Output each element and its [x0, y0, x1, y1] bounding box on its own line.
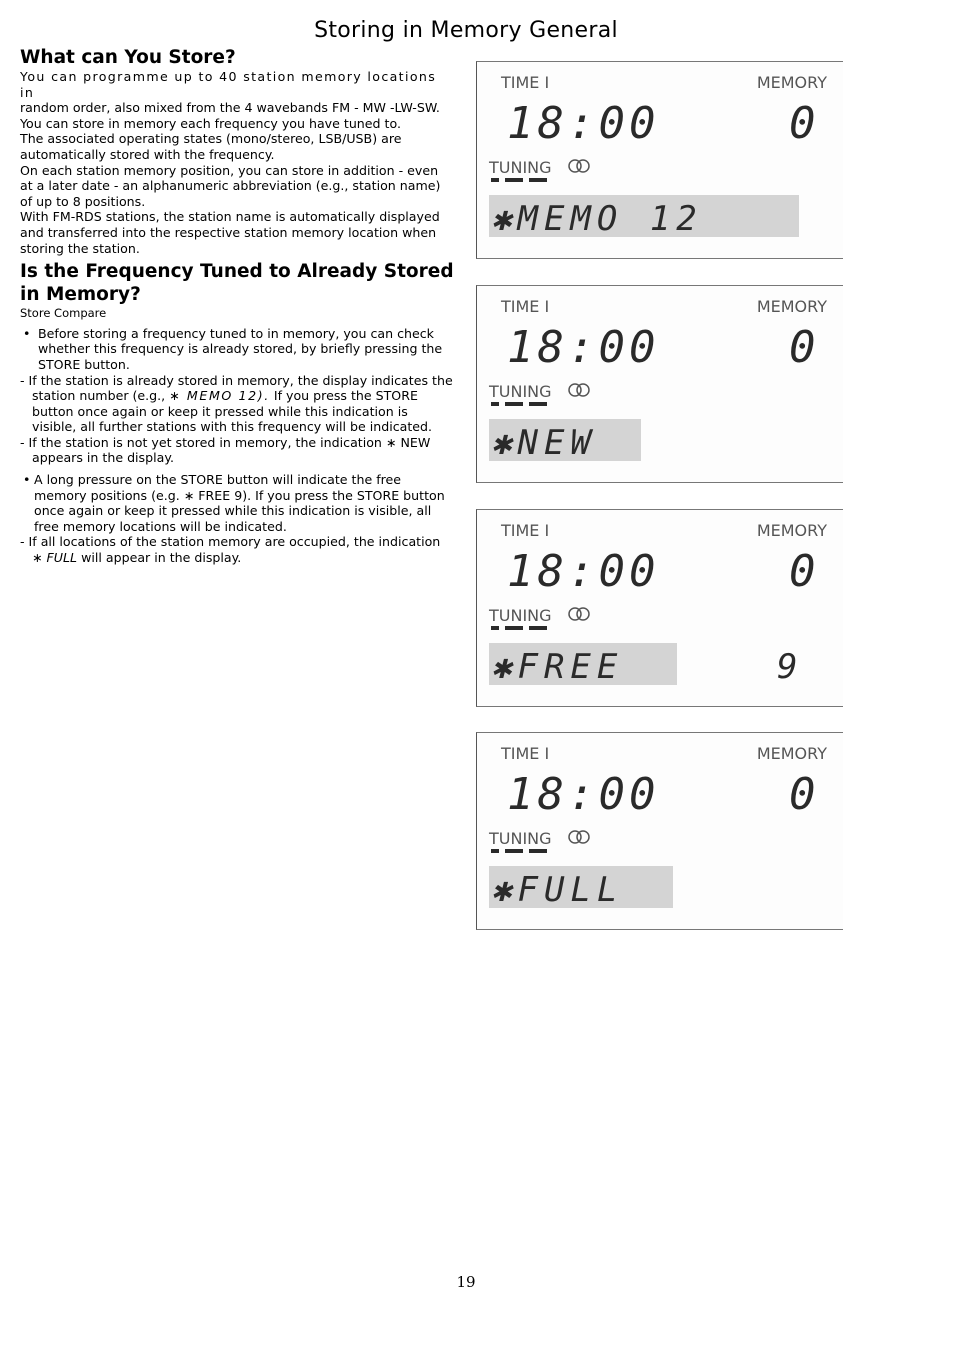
bullet-text: A long pressure on the STORE button will indicate the free memory positions (e.g. ∗ FREE 9). If you press the STORE button once again or keep it pressed while this indication is visible, all free memory locations will be indicated.	[34, 472, 445, 534]
lcd-display-memo	[476, 61, 843, 259]
memory-label: MEMORY	[756, 521, 827, 540]
time-label: TIME I	[501, 297, 550, 316]
page-number: 19	[456, 1273, 476, 1291]
paragraph-operating-states: The associated operating states (mono/stereo, LSB/USB) are automatically stored with the frequency.	[20, 131, 402, 162]
memory-digit: 0	[789, 98, 816, 149]
section-heading-frequency-stored: Is the Frequency Tuned to Already Stored in Memory?	[20, 261, 454, 306]
dash-text: - If all locations of the station memory are occupied, the indication	[20, 534, 441, 550]
memory-label: MEMORY	[756, 73, 827, 92]
message-text: ✱NEW	[491, 423, 597, 463]
memory-free-count: 9	[777, 647, 798, 687]
signal-bar	[491, 402, 499, 406]
signal-bar	[529, 626, 547, 630]
time-label: TIME I	[501, 521, 550, 540]
paragraph-rds: With FM-RDS stations, the station name is automatically displayed and transferred into the respective station memory location when storing the station.	[20, 209, 440, 256]
memory-digit: 0	[789, 322, 816, 373]
lcd-display-full	[476, 732, 843, 930]
dash-not-stored: - If the station is not yet stored in memory, the indication ∗ NEW appears in the display.	[20, 434, 431, 466]
signal-bar	[491, 849, 499, 853]
signal-bar	[505, 402, 523, 406]
clock-readout: 18:00	[507, 546, 660, 597]
dash-text-cont: will appear in the display.	[77, 550, 242, 566]
stereo-icon	[569, 160, 589, 172]
bullet-text: Before storing a frequency tuned to in memory, you can check whether this frequency is already stored, by briefly pressing the STORE button.	[38, 325, 443, 372]
message-text: ✱FREE	[491, 647, 624, 687]
memory-digit: 0	[789, 769, 816, 820]
memory-label: MEMORY	[756, 744, 827, 763]
dash-text-cont: If you press the STORE button once again or keep it pressed while this indication is visible, all further stations with this frequency will be indicated.	[32, 388, 433, 435]
tuning-label: TUNING	[489, 158, 552, 177]
lcd-display-new	[476, 285, 843, 483]
clock-readout: 18:00	[507, 322, 660, 373]
time-label: TIME I	[501, 73, 550, 92]
signal-bar	[491, 626, 499, 630]
full-code: ∗ FULL	[32, 550, 78, 566]
lcd-svg	[477, 286, 843, 482]
lcd-svg	[477, 733, 843, 929]
stereo-icon	[569, 608, 589, 620]
paragraph-wavebands: random order, also mixed from the 4 wavebands FM - MW -LW-SW.	[20, 100, 440, 116]
dash-text: - If the station is already stored in memory, the display indicates the station number (e.g.,	[20, 372, 453, 404]
memory-label: MEMORY	[756, 297, 827, 316]
signal-bar	[529, 849, 547, 853]
lcd-svg	[477, 510, 843, 706]
bullet-icon: •	[23, 325, 31, 341]
clock-readout: 18:00	[507, 769, 660, 820]
page-title: Storing in Memory General	[314, 18, 618, 43]
message-text: ✱MEMO 12	[491, 199, 703, 239]
lcd-svg	[477, 62, 843, 258]
memo-code: ∗ MEMO 12).	[169, 388, 270, 404]
stereo-icon	[569, 384, 589, 396]
message-text: ✱FULL	[491, 870, 624, 910]
clock-readout: 18:00	[507, 98, 660, 149]
tuning-label: TUNING	[489, 382, 552, 401]
signal-bar	[529, 178, 547, 182]
label-store-compare: Store Compare	[20, 306, 107, 321]
paragraph-capacity: You can programme up to 40 station memory locations in	[20, 69, 437, 100]
signal-bar	[505, 178, 523, 182]
signal-bar	[505, 849, 523, 853]
time-label: TIME I	[501, 744, 550, 763]
section-heading-what-can-you-store: What can You Store?	[20, 47, 236, 68]
memory-digit: 0	[789, 546, 816, 597]
signal-bar	[491, 178, 499, 182]
tuning-label: TUNING	[489, 829, 552, 848]
signal-bar	[505, 626, 523, 630]
bullet-long-pressure	[20, 472, 454, 534]
bullet-check-stored	[20, 326, 454, 373]
text-column	[20, 46, 454, 566]
paragraph-store-frequency: You can store in memory each frequency you have tuned to.	[20, 115, 401, 131]
signal-bar	[529, 402, 547, 406]
lcd-display-free	[476, 509, 843, 707]
dash-all-occupied	[20, 534, 454, 565]
paragraph-abbreviation: On each station memory position, you can store in addition - even at a later date - an alphanumeric abbreviation (e.g., station name) of up to 8 positions.	[20, 162, 441, 209]
tuning-label: TUNING	[489, 606, 552, 625]
stereo-icon	[569, 831, 589, 843]
dash-already-stored	[20, 373, 454, 435]
bullet-icon: •	[23, 472, 31, 488]
